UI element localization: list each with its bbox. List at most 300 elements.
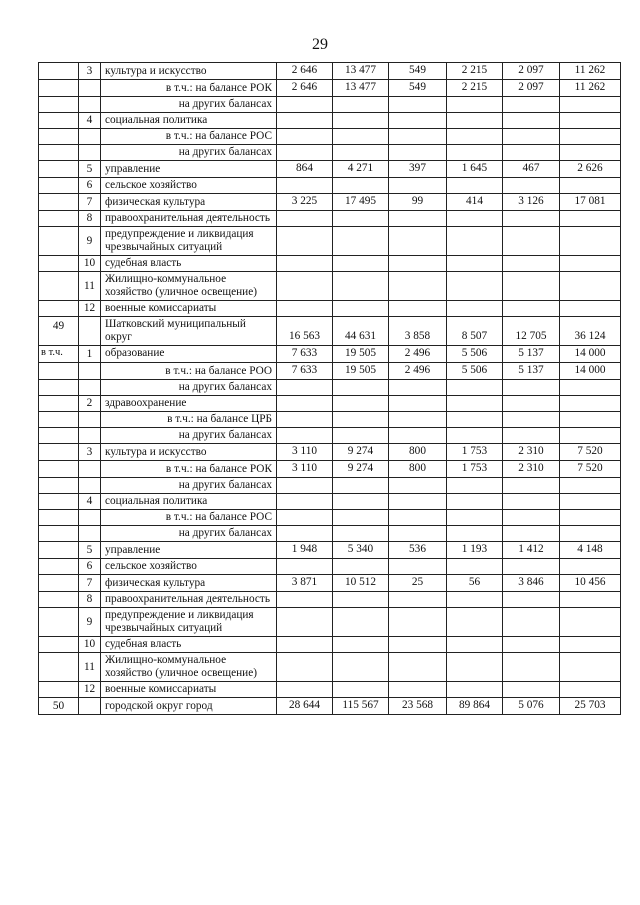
item-number-cell: 7 xyxy=(79,194,101,211)
value-3-cell xyxy=(389,653,447,682)
value-6-cell xyxy=(560,559,621,575)
item-number-cell xyxy=(79,363,101,380)
value-1-cell xyxy=(277,682,333,698)
row-number-cell xyxy=(39,194,79,211)
value-1-cell xyxy=(277,653,333,682)
value-4-cell: 5 506 xyxy=(447,363,503,380)
value-1-cell xyxy=(277,272,333,301)
value-5-cell xyxy=(503,526,560,542)
value-5-cell xyxy=(503,211,560,227)
item-name-cell: судебная власть xyxy=(101,256,277,272)
value-1-cell xyxy=(277,478,333,494)
row-number-cell xyxy=(39,461,79,478)
table-row xyxy=(39,698,621,715)
value-1-cell xyxy=(277,301,333,317)
value-4-cell xyxy=(447,494,503,510)
value-2-cell: 5 340 xyxy=(333,542,389,559)
value-5-cell xyxy=(503,653,560,682)
value-6-cell: 17 081 xyxy=(560,194,621,211)
value-3-cell xyxy=(389,682,447,698)
value-5-cell: 5 137 xyxy=(503,363,560,380)
value-3-cell xyxy=(389,559,447,575)
value-1-cell xyxy=(277,608,333,637)
item-number-cell: 7 xyxy=(79,575,101,592)
item-name-cell: здравоохранение xyxy=(101,396,277,412)
item-name-cell: социальная политика xyxy=(101,113,277,129)
value-1-cell xyxy=(277,178,333,194)
value-3-cell: 2 496 xyxy=(389,346,447,363)
value-6-cell xyxy=(560,478,621,494)
row-number-cell xyxy=(39,526,79,542)
table-row xyxy=(39,478,621,494)
value-2-cell xyxy=(333,97,389,113)
table-row xyxy=(39,97,621,113)
row-number-cell xyxy=(39,608,79,637)
value-1-cell xyxy=(277,211,333,227)
item-name-cell: управление xyxy=(101,542,277,559)
value-6-cell xyxy=(560,97,621,113)
value-6-cell xyxy=(560,592,621,608)
value-3-cell: 536 xyxy=(389,542,447,559)
item-name-cell: на других балансах xyxy=(101,380,277,396)
item-number-cell: 9 xyxy=(79,608,101,637)
table-row xyxy=(39,653,621,682)
value-2-cell xyxy=(333,145,389,161)
value-5-cell xyxy=(503,559,560,575)
value-6-cell: 36 124 xyxy=(560,317,621,346)
value-6-cell: 14 000 xyxy=(560,363,621,380)
value-4-cell xyxy=(447,145,503,161)
value-4-cell xyxy=(447,272,503,301)
item-number-cell: 10 xyxy=(79,256,101,272)
value-3-cell: 397 xyxy=(389,161,447,178)
value-6-cell xyxy=(560,428,621,444)
value-6-cell xyxy=(560,494,621,510)
value-2-cell: 9 274 xyxy=(333,461,389,478)
value-6-cell: 11 262 xyxy=(560,80,621,97)
value-2-cell xyxy=(333,129,389,145)
value-5-cell: 467 xyxy=(503,161,560,178)
value-2-cell xyxy=(333,526,389,542)
value-1-cell: 7 633 xyxy=(277,363,333,380)
value-4-cell: 1 753 xyxy=(447,461,503,478)
value-3-cell xyxy=(389,178,447,194)
value-3-cell xyxy=(389,478,447,494)
row-number-cell: 49 xyxy=(39,317,79,346)
value-3-cell xyxy=(389,256,447,272)
table-row xyxy=(39,211,621,227)
value-5-cell: 3 846 xyxy=(503,575,560,592)
row-number-cell xyxy=(39,301,79,317)
table-row xyxy=(39,194,621,211)
value-3-cell xyxy=(389,412,447,428)
item-number-cell xyxy=(79,510,101,526)
value-3-cell xyxy=(389,396,447,412)
table-row xyxy=(39,682,621,698)
value-5-cell xyxy=(503,592,560,608)
item-name-cell: в т.ч.: на балансе РОК xyxy=(101,461,277,478)
row-number-cell xyxy=(39,363,79,380)
item-name-cell: Жилищно-коммунальное хозяйство (уличное освещение) xyxy=(101,272,277,301)
value-1-cell: 3 110 xyxy=(277,444,333,461)
table-row xyxy=(39,145,621,161)
value-6-cell xyxy=(560,396,621,412)
row-number-cell: в т.ч. xyxy=(39,346,79,363)
item-number-cell: 12 xyxy=(79,301,101,317)
item-name-cell: правоохранительная деятельность xyxy=(101,592,277,608)
value-2-cell xyxy=(333,653,389,682)
value-1-cell xyxy=(277,526,333,542)
row-number-cell xyxy=(39,227,79,256)
value-4-cell xyxy=(447,682,503,698)
value-1-cell xyxy=(277,428,333,444)
value-3-cell xyxy=(389,380,447,396)
value-4-cell xyxy=(447,396,503,412)
row-number-cell xyxy=(39,542,79,559)
row-number-cell xyxy=(39,412,79,428)
value-4-cell xyxy=(447,478,503,494)
row-number-cell xyxy=(39,178,79,194)
value-4-cell: 56 xyxy=(447,575,503,592)
value-2-cell: 4 271 xyxy=(333,161,389,178)
item-number-cell: 6 xyxy=(79,178,101,194)
value-6-cell xyxy=(560,526,621,542)
item-number-cell xyxy=(79,428,101,444)
value-4-cell xyxy=(447,178,503,194)
value-5-cell xyxy=(503,301,560,317)
value-2-cell: 10 512 xyxy=(333,575,389,592)
row-number-cell xyxy=(39,63,79,80)
row-number-cell xyxy=(39,129,79,145)
value-1-cell: 7 633 xyxy=(277,346,333,363)
value-5-cell xyxy=(503,113,560,129)
value-2-cell: 115 567 xyxy=(333,698,389,715)
value-1-cell xyxy=(277,412,333,428)
value-6-cell xyxy=(560,113,621,129)
row-number-cell xyxy=(39,80,79,97)
row-number-cell xyxy=(39,97,79,113)
table-row xyxy=(39,129,621,145)
value-2-cell: 13 477 xyxy=(333,80,389,97)
value-3-cell xyxy=(389,227,447,256)
item-number-cell: 11 xyxy=(79,653,101,682)
value-5-cell xyxy=(503,256,560,272)
item-name-cell: военные комиссариаты xyxy=(101,682,277,698)
table-row xyxy=(39,412,621,428)
value-3-cell xyxy=(389,428,447,444)
value-6-cell xyxy=(560,412,621,428)
value-3-cell xyxy=(389,211,447,227)
value-2-cell xyxy=(333,227,389,256)
value-5-cell xyxy=(503,682,560,698)
item-number-cell xyxy=(79,698,101,715)
item-number-cell: 3 xyxy=(79,444,101,461)
value-5-cell xyxy=(503,227,560,256)
table-row xyxy=(39,461,621,478)
value-6-cell xyxy=(560,510,621,526)
table-row xyxy=(39,510,621,526)
row-number-cell xyxy=(39,211,79,227)
value-3-cell xyxy=(389,637,447,653)
value-6-cell xyxy=(560,380,621,396)
value-5-cell: 12 705 xyxy=(503,317,560,346)
item-name-cell: культура и искусство xyxy=(101,444,277,461)
value-4-cell xyxy=(447,653,503,682)
item-name-cell: физическая культура xyxy=(101,194,277,211)
row-number-cell xyxy=(39,478,79,494)
value-3-cell xyxy=(389,510,447,526)
value-1-cell: 1 948 xyxy=(277,542,333,559)
item-number-cell: 9 xyxy=(79,227,101,256)
item-number-cell: 4 xyxy=(79,113,101,129)
table-row xyxy=(39,272,621,301)
table-row xyxy=(39,428,621,444)
row-number-cell xyxy=(39,272,79,301)
value-4-cell: 1 753 xyxy=(447,444,503,461)
item-name-cell: Шатковский муниципальный округ xyxy=(101,317,277,346)
value-1-cell: 3 110 xyxy=(277,461,333,478)
value-1-cell: 28 644 xyxy=(277,698,333,715)
value-5-cell: 1 412 xyxy=(503,542,560,559)
table-row xyxy=(39,363,621,380)
item-number-cell: 11 xyxy=(79,272,101,301)
item-name-cell: образование xyxy=(101,346,277,363)
value-4-cell xyxy=(447,301,503,317)
value-2-cell: 9 274 xyxy=(333,444,389,461)
value-5-cell xyxy=(503,380,560,396)
value-6-cell xyxy=(560,145,621,161)
row-number-cell xyxy=(39,653,79,682)
value-4-cell: 1 645 xyxy=(447,161,503,178)
value-4-cell xyxy=(447,608,503,637)
item-name-cell: сельское хозяйство xyxy=(101,178,277,194)
row-number-cell xyxy=(39,682,79,698)
table-row xyxy=(39,575,621,592)
value-5-cell: 5 137 xyxy=(503,346,560,363)
value-5-cell: 3 126 xyxy=(503,194,560,211)
item-number-cell: 3 xyxy=(79,63,101,80)
value-2-cell xyxy=(333,478,389,494)
value-6-cell: 25 703 xyxy=(560,698,621,715)
value-2-cell xyxy=(333,272,389,301)
value-6-cell xyxy=(560,227,621,256)
value-2-cell xyxy=(333,256,389,272)
item-name-cell: социальная политика xyxy=(101,494,277,510)
item-name-cell: Жилищно-коммунальное хозяйство (уличное освещение) xyxy=(101,653,277,682)
value-1-cell xyxy=(277,97,333,113)
table-row xyxy=(39,559,621,575)
item-number-cell xyxy=(79,80,101,97)
value-6-cell xyxy=(560,211,621,227)
item-number-cell xyxy=(79,317,101,346)
item-number-cell: 1 xyxy=(79,346,101,363)
value-1-cell xyxy=(277,494,333,510)
table-row xyxy=(39,526,621,542)
row-number-cell xyxy=(39,575,79,592)
value-3-cell xyxy=(389,608,447,637)
value-5-cell xyxy=(503,129,560,145)
value-4-cell xyxy=(447,227,503,256)
value-3-cell xyxy=(389,113,447,129)
value-4-cell xyxy=(447,637,503,653)
value-1-cell xyxy=(277,559,333,575)
row-number-cell xyxy=(39,494,79,510)
value-2-cell xyxy=(333,592,389,608)
item-number-cell xyxy=(79,526,101,542)
value-6-cell xyxy=(560,608,621,637)
item-name-cell: на других балансах xyxy=(101,97,277,113)
item-name-cell: городской округ город xyxy=(101,698,277,715)
value-6-cell: 2 626 xyxy=(560,161,621,178)
table-row xyxy=(39,592,621,608)
item-name-cell: в т.ч.: на балансе РОС xyxy=(101,510,277,526)
value-5-cell xyxy=(503,428,560,444)
value-3-cell xyxy=(389,272,447,301)
value-5-cell: 2 097 xyxy=(503,80,560,97)
value-3-cell: 99 xyxy=(389,194,447,211)
item-name-cell: предупреждение и ликвидация чрезвычайных ситуаций xyxy=(101,227,277,256)
value-4-cell: 414 xyxy=(447,194,503,211)
item-name-cell: на других балансах xyxy=(101,478,277,494)
value-5-cell xyxy=(503,412,560,428)
table-row xyxy=(39,256,621,272)
value-6-cell xyxy=(560,178,621,194)
value-4-cell: 8 507 xyxy=(447,317,503,346)
value-1-cell: 3 871 xyxy=(277,575,333,592)
value-2-cell: 13 477 xyxy=(333,63,389,80)
value-3-cell xyxy=(389,592,447,608)
value-5-cell xyxy=(503,272,560,301)
value-5-cell xyxy=(503,637,560,653)
item-name-cell: сельское хозяйство xyxy=(101,559,277,575)
value-4-cell: 1 193 xyxy=(447,542,503,559)
value-6-cell: 10 456 xyxy=(560,575,621,592)
item-name-cell: на других балансах xyxy=(101,428,277,444)
value-5-cell xyxy=(503,97,560,113)
value-4-cell: 2 215 xyxy=(447,80,503,97)
value-6-cell: 7 520 xyxy=(560,444,621,461)
item-name-cell: в т.ч.: на балансе ЦРБ xyxy=(101,412,277,428)
item-name-cell: правоохранительная деятельность xyxy=(101,211,277,227)
value-4-cell: 89 864 xyxy=(447,698,503,715)
value-3-cell: 549 xyxy=(389,63,447,80)
value-1-cell xyxy=(277,256,333,272)
value-4-cell xyxy=(447,526,503,542)
item-name-cell: в т.ч.: на балансе РОС xyxy=(101,129,277,145)
value-2-cell xyxy=(333,637,389,653)
value-1-cell xyxy=(277,592,333,608)
item-number-cell xyxy=(79,145,101,161)
table-row xyxy=(39,444,621,461)
value-6-cell xyxy=(560,653,621,682)
value-3-cell: 800 xyxy=(389,461,447,478)
value-5-cell xyxy=(503,608,560,637)
value-5-cell xyxy=(503,178,560,194)
table-row xyxy=(39,227,621,256)
value-1-cell: 864 xyxy=(277,161,333,178)
value-3-cell: 2 496 xyxy=(389,363,447,380)
table-row xyxy=(39,63,621,80)
value-2-cell xyxy=(333,510,389,526)
value-6-cell xyxy=(560,272,621,301)
value-1-cell xyxy=(277,145,333,161)
value-4-cell xyxy=(447,412,503,428)
item-name-cell: судебная власть xyxy=(101,637,277,653)
value-2-cell: 19 505 xyxy=(333,363,389,380)
item-number-cell: 5 xyxy=(79,161,101,178)
value-5-cell xyxy=(503,396,560,412)
table-body xyxy=(39,63,621,715)
value-5-cell xyxy=(503,145,560,161)
item-number-cell: 12 xyxy=(79,682,101,698)
value-1-cell xyxy=(277,510,333,526)
value-6-cell: 4 148 xyxy=(560,542,621,559)
value-1-cell: 2 646 xyxy=(277,63,333,80)
value-3-cell xyxy=(389,526,447,542)
row-number-cell xyxy=(39,428,79,444)
value-5-cell: 2 097 xyxy=(503,63,560,80)
value-1-cell: 2 646 xyxy=(277,80,333,97)
item-name-cell: на других балансах xyxy=(101,526,277,542)
table-row xyxy=(39,161,621,178)
row-number-cell xyxy=(39,161,79,178)
value-5-cell: 5 076 xyxy=(503,698,560,715)
value-4-cell xyxy=(447,97,503,113)
item-number-cell: 4 xyxy=(79,494,101,510)
value-4-cell: 2 215 xyxy=(447,63,503,80)
table-row xyxy=(39,637,621,653)
table-row xyxy=(39,396,621,412)
row-number-cell xyxy=(39,380,79,396)
value-2-cell: 44 631 xyxy=(333,317,389,346)
value-3-cell: 25 xyxy=(389,575,447,592)
value-4-cell: 5 506 xyxy=(447,346,503,363)
value-3-cell xyxy=(389,97,447,113)
value-5-cell xyxy=(503,478,560,494)
item-name-cell: предупреждение и ликвидация чрезвычайных ситуаций xyxy=(101,608,277,637)
value-3-cell xyxy=(389,129,447,145)
item-number-cell xyxy=(79,380,101,396)
row-number-cell: 50 xyxy=(39,698,79,715)
row-number-cell xyxy=(39,145,79,161)
item-number-cell: 8 xyxy=(79,592,101,608)
value-2-cell: 19 505 xyxy=(333,346,389,363)
value-4-cell xyxy=(447,129,503,145)
value-6-cell: 14 000 xyxy=(560,346,621,363)
value-1-cell xyxy=(277,637,333,653)
value-6-cell xyxy=(560,301,621,317)
value-1-cell xyxy=(277,396,333,412)
row-number-cell xyxy=(39,559,79,575)
value-5-cell xyxy=(503,494,560,510)
table-row xyxy=(39,346,621,363)
value-5-cell: 2 310 xyxy=(503,444,560,461)
value-4-cell xyxy=(447,380,503,396)
item-name-cell: культура и искусство xyxy=(101,63,277,80)
value-4-cell xyxy=(447,559,503,575)
value-6-cell xyxy=(560,256,621,272)
item-number-cell: 2 xyxy=(79,396,101,412)
item-name-cell: физическая культура xyxy=(101,575,277,592)
value-2-cell xyxy=(333,178,389,194)
value-2-cell xyxy=(333,113,389,129)
value-2-cell xyxy=(333,608,389,637)
value-5-cell xyxy=(503,510,560,526)
table-row xyxy=(39,494,621,510)
item-name-cell: военные комиссариаты xyxy=(101,301,277,317)
row-number-cell xyxy=(39,637,79,653)
item-number-cell xyxy=(79,478,101,494)
